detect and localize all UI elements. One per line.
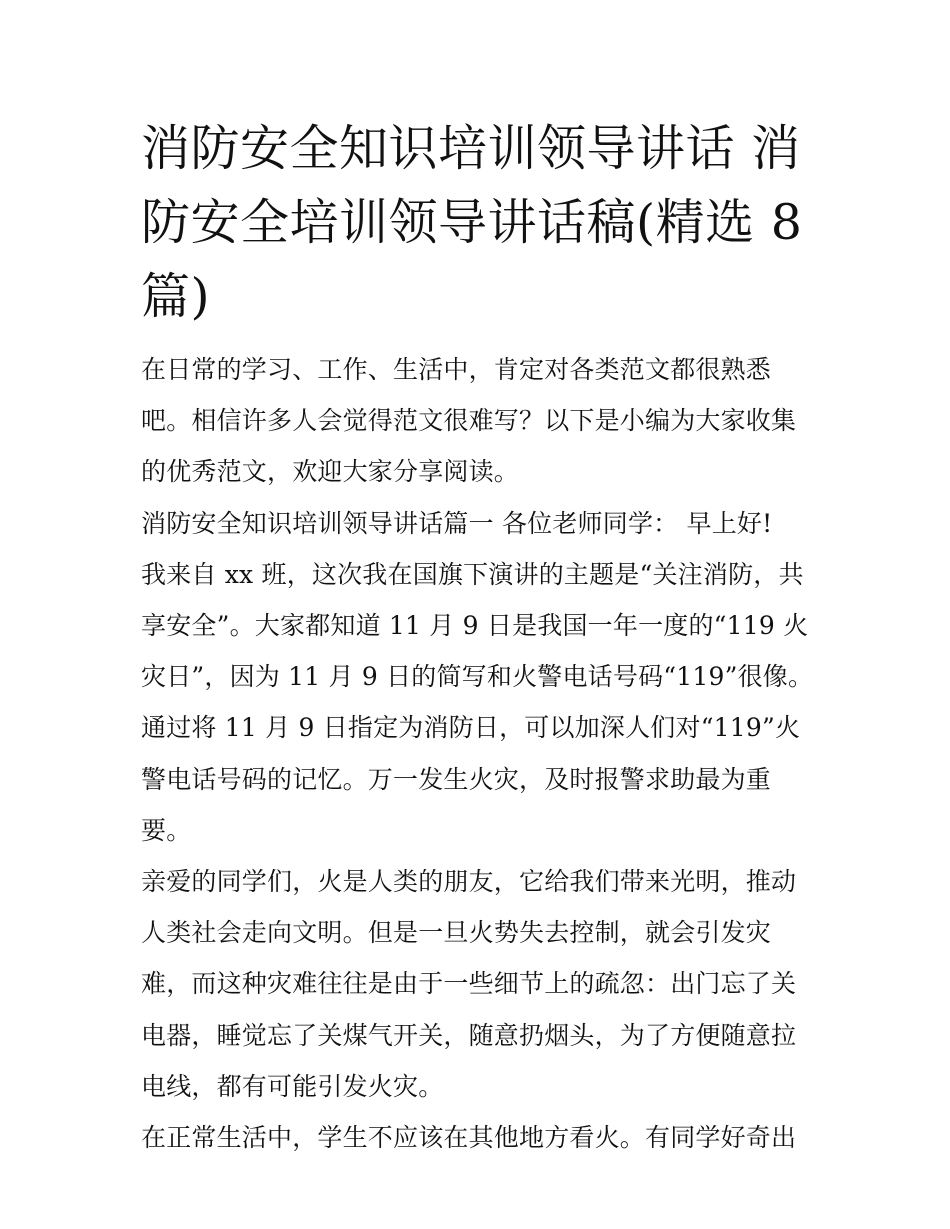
paragraph-daily-life: 在正常生活中，学生不应该在其他地方看火。有同学好奇出 [141,1123,797,1153]
paragraph-fire-day: 我来自 xx 班，这次我在国旗下演讲的主题是“关注消防，共享安全”。大家都知道 11 月 9 日是我国一年一度的“119 火灾日”，因为 11 月 9 日的简写和火警电话号码“119”很像。通过将 11 月 9 日指定为消防日，可以加深人们对“119”火警电话号码的记忆。万一发生火灾，及时报警求助最为重要。 [141,559,814,845]
document-title: 消防安全知识培训领导讲话 消防安全培训领导讲话稿(精选 8 篇) [141,120,803,325]
document-page [141,112,821,1163]
paragraph-greeting: 消防安全知识培训领导讲话篇一 各位老师同学： 早上好! [141,508,773,538]
paragraph-fire-friend: 亲爱的同学们，火是人类的朋友，它给我们带来光明，推动人类社会走向文明。但是一旦火势失去控制，就会引发灾难，而这种灾难往往是由于一些细节上的疏忽：出门忘了关电器，睡觉忘了关煤气开关，随意扔烟头，为了方便随意拉电线，都有可能引发火灾。 [141,867,797,1101]
paragraph-intro: 在日常的学习、工作、生活中，肯定对各类范文都很熟悉吧。相信许多人会觉得范文很难写？以下是小编为大家收集的优秀范文，欢迎大家分享阅读。 [141,355,797,487]
document-body [141,344,821,1163]
